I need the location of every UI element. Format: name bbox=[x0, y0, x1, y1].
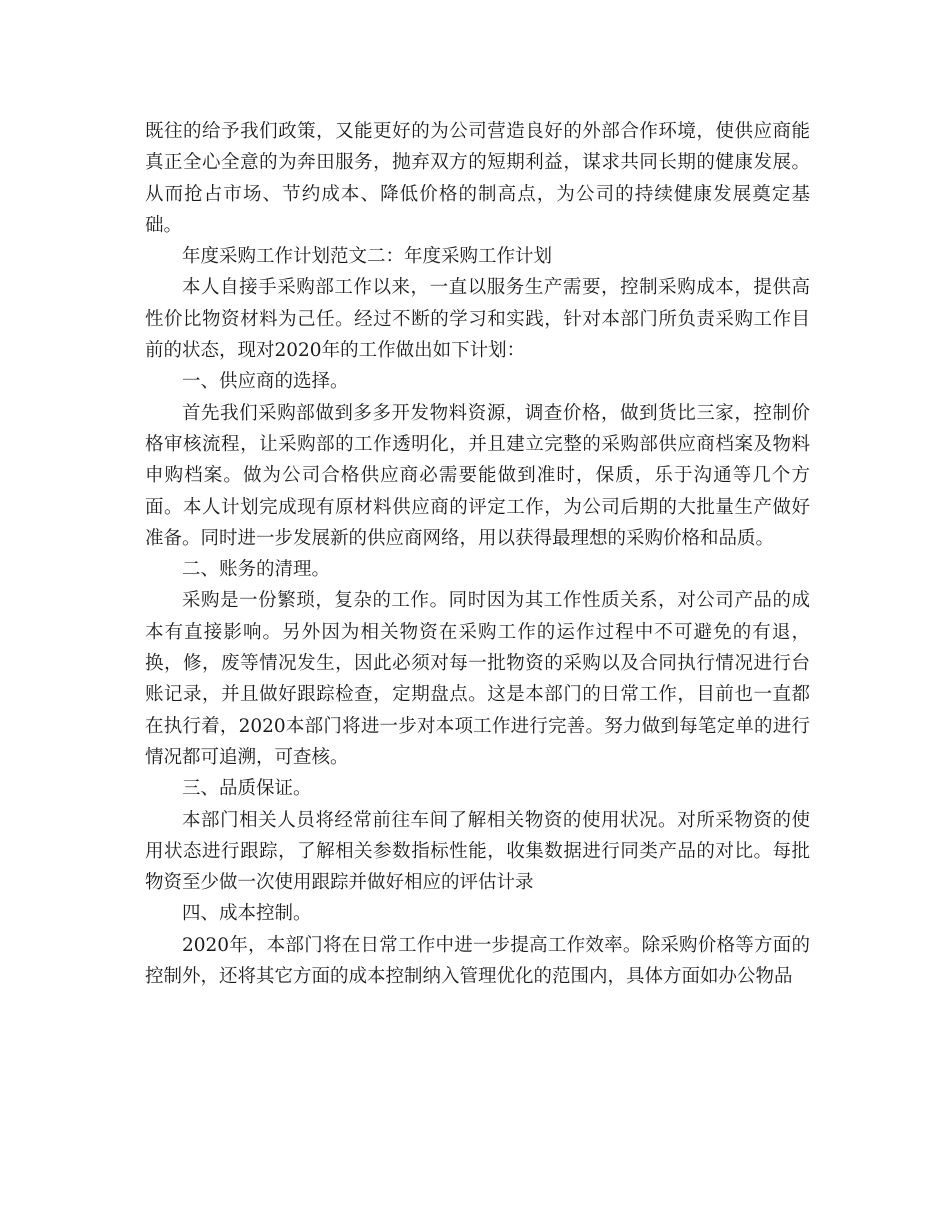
section-heading: 三、品质保证。 bbox=[182, 778, 312, 800]
document-body bbox=[145, 116, 810, 992]
paragraph: 本人自接手采购部工作以来，一直以服务生产需要，控制采购成本，提供高性价比物资材料为己任。经过不断的学习和实践，针对本部门所负责采购工作目前的状态，现对2020年的工作做出如下计划： bbox=[145, 277, 810, 362]
paragraph: 既往的给予我们政策，又能更好的为公司营造良好的外部合作环境，使供应商能真正全心全意的为奔田服务，抛弃双方的短期利益，谋求共同长期的健康发展。从而抢占市场、节约成本、降低价格的制高点，为公司的持续健康发展奠定基础。 bbox=[145, 121, 810, 236]
paragraph: 2020年，本部门将在日常工作中进一步提高工作效率。除采购价格等方面的控制外，还将其它方面的成本控制纳入管理优化的范围内，具体方面如办公物品 bbox=[145, 934, 810, 988]
section-heading: 二、账务的清理。 bbox=[182, 559, 331, 581]
section-title: 年度采购工作计划范文二：年度采购工作计划 bbox=[182, 246, 553, 268]
section-heading: 一、供应商的选择。 bbox=[182, 371, 349, 393]
paragraph: 采购是一份繁琐，复杂的工作。同时因为其工作性质关系，对公司产品的成本有直接影响。另外因为相关物资在采购工作的运作过程中不可避免的有退，换，修，废等情况发生，因此必须对每一批物资的采购以及合同执行情况进行台账记录，并且做好跟踪检查，定期盘点。这是本部门的日常工作，目前也一直都在执行着，2020本部门将进一步对本项工作进行完善。努力做到每笔定单的进行情况都可追溯，可查核。 bbox=[145, 590, 810, 768]
section-heading: 四、成本控制。 bbox=[182, 903, 312, 925]
paragraph: 本部门相关人员将经常前往车间了解相关物资的使用状况。对所采物资的使用状态进行跟踪，了解相关参数指标性能，收集数据进行同类产品的对比。每批物资至少做一次使用跟踪并做好相应的评估计录 bbox=[145, 809, 810, 894]
paragraph: 首先我们采购部做到多多开发物料资源，调查价格，做到货比三家，控制价格审核流程，让采购部的工作透明化，并且建立完整的采购部供应商档案及物料申购档案。做为公司合格供应商必需要能做到准时，保质，乐于沟通等几个方面。本人计划完成现有原材料供应商的评定工作，为公司后期的大批量生产做好准备。同时进一步发展新的供应商网络，用以获得最理想的采购价格和品质。 bbox=[145, 402, 810, 549]
